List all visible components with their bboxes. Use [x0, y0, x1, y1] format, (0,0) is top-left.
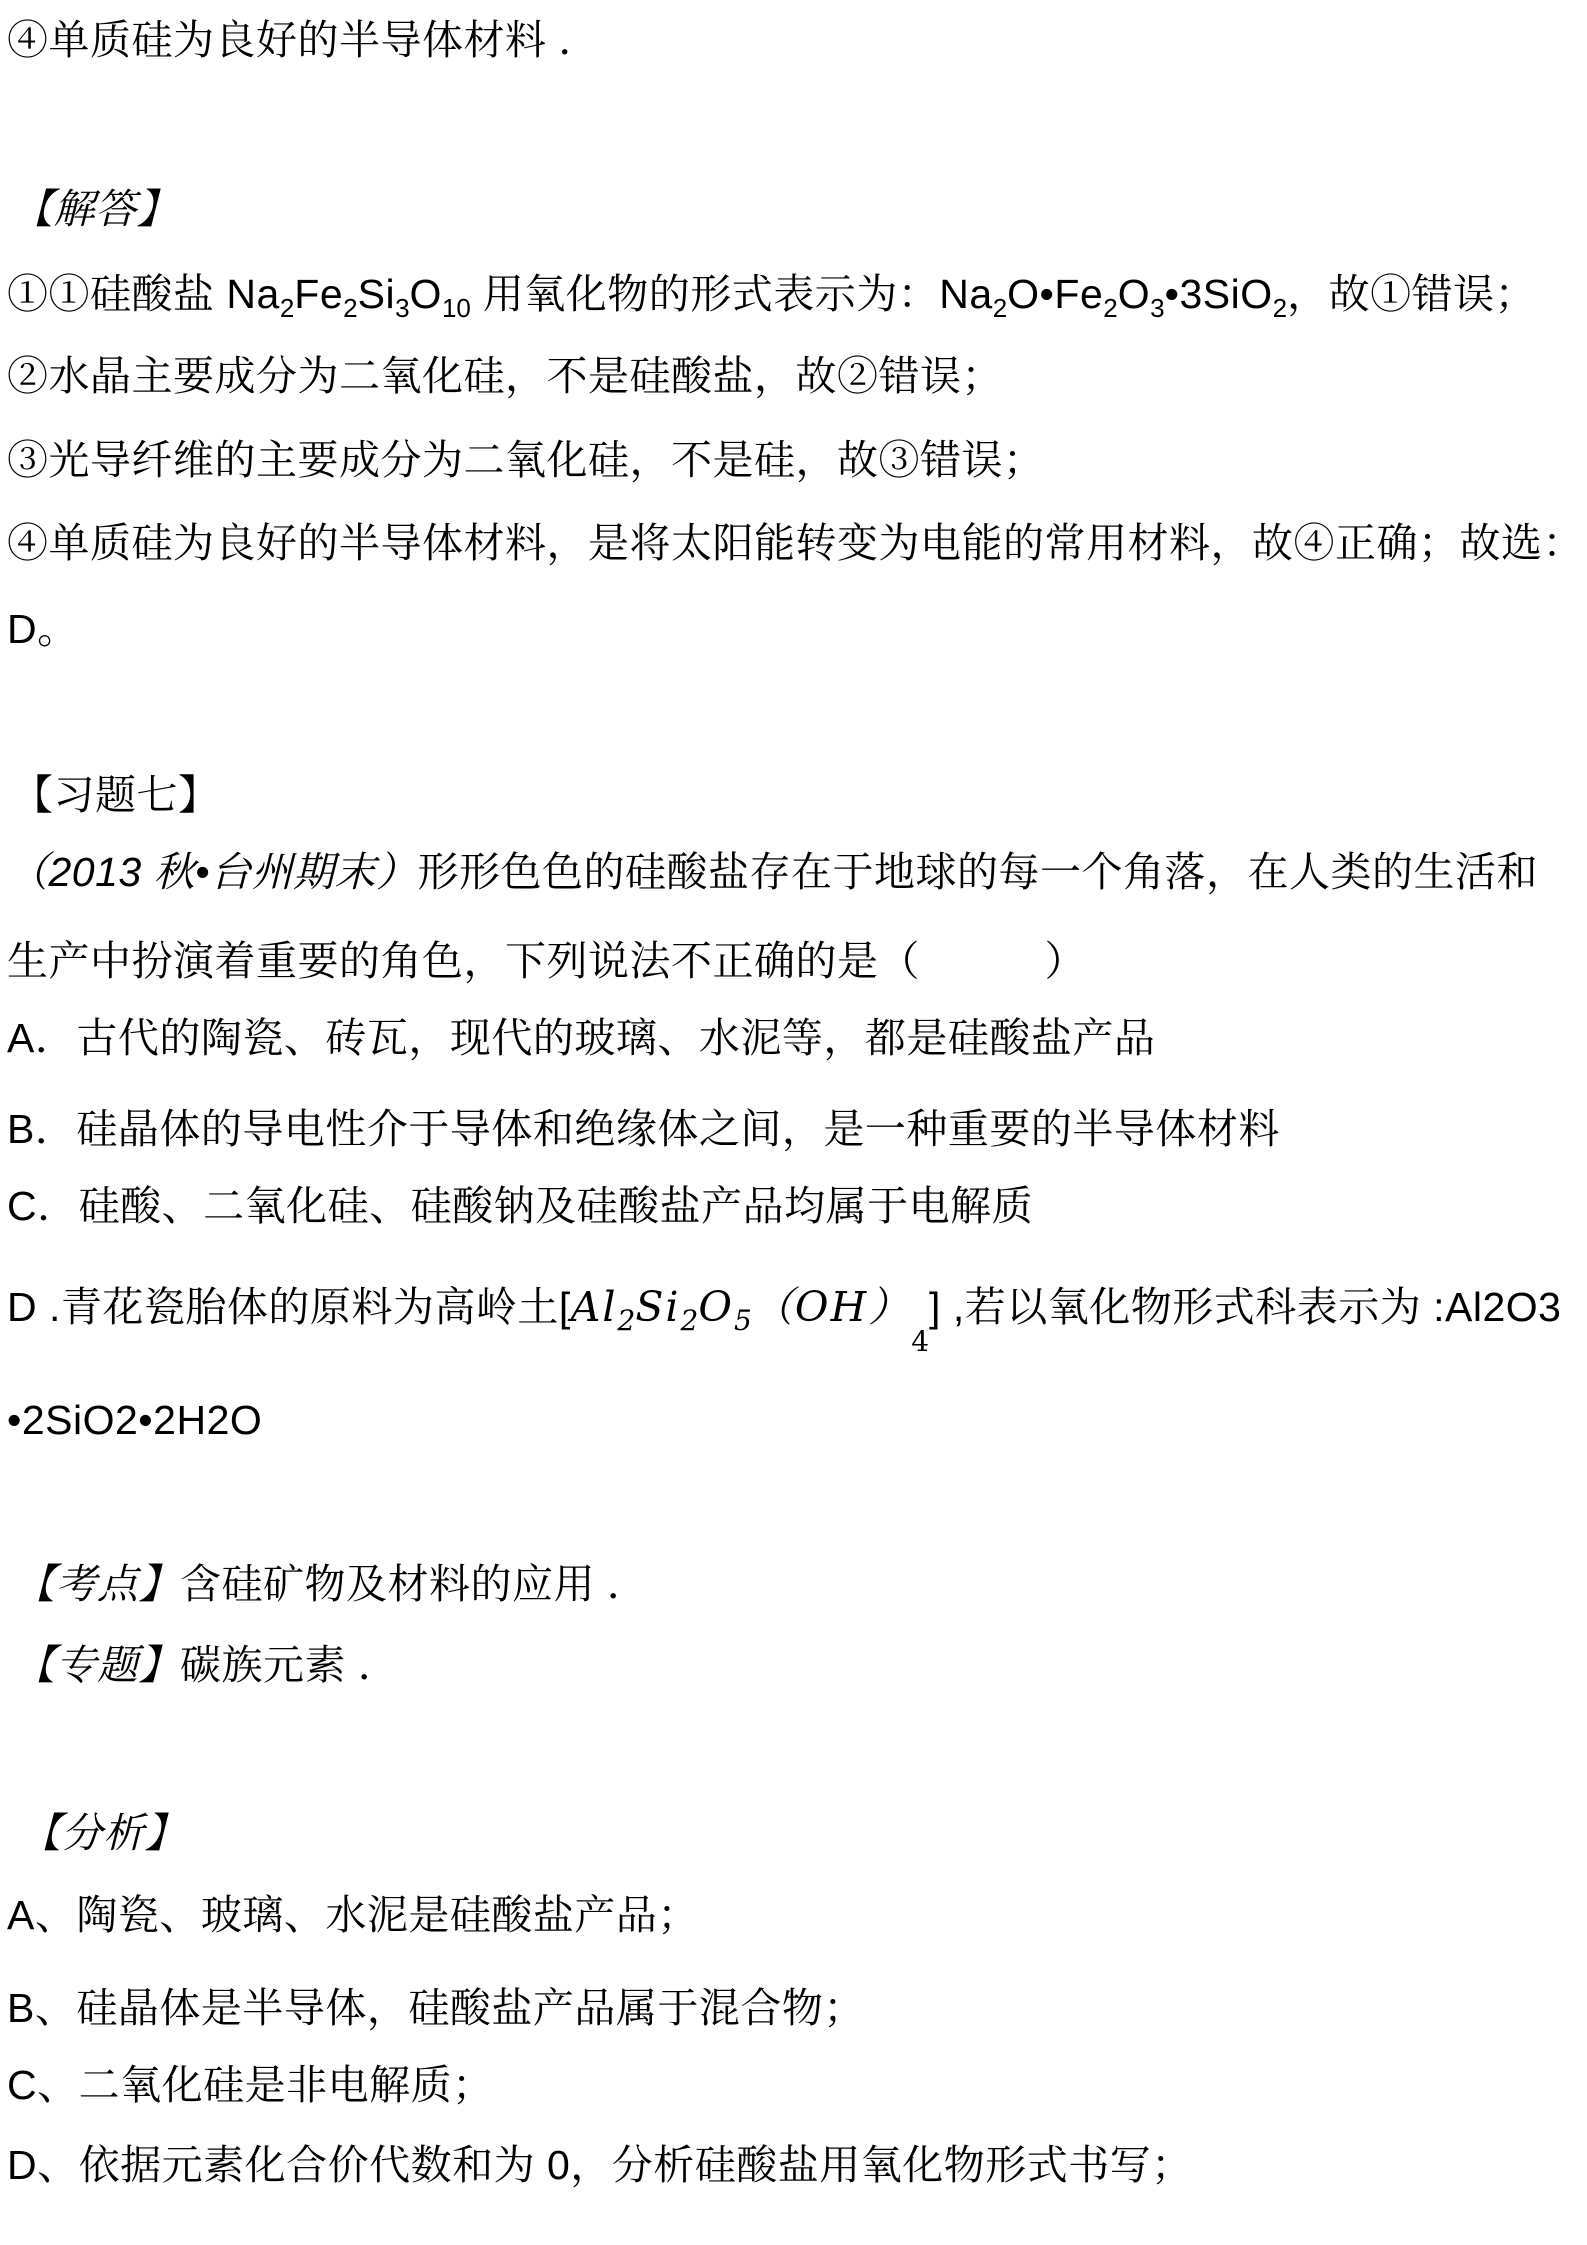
answer-point-1	[7, 270, 1536, 332]
text-segment: 【考点】	[14, 1561, 180, 1607]
text-segment: C、二氧化硅是非电解质；	[7, 2062, 494, 2108]
statement-4	[7, 16, 600, 64]
text-segment: ④单质硅为良好的半导体材料 ．	[7, 17, 600, 63]
analysis-a	[7, 1891, 699, 1939]
text-segment: B、硅晶体是半导体，硅酸盐产品属于混合物；	[7, 1985, 865, 2031]
text-segment: 用氧化物的形式表示为：Na	[470, 271, 993, 317]
text-segment: 形形色色的硅酸盐存在于地球的每一个角落，在人类的生活和	[417, 849, 1538, 895]
text-segment: D、依据元素化合价代数和为 0，分析硅酸盐用氧化物形式书写；	[7, 2142, 1193, 2188]
subscript: 3	[1150, 293, 1165, 323]
subscript: 10	[441, 293, 471, 323]
text-segment: D。	[7, 606, 79, 652]
answer-point-4	[7, 519, 1584, 567]
text-segment: Al	[570, 1283, 618, 1331]
text-segment: （OH）	[751, 1283, 912, 1331]
text-segment: •3SiO	[1164, 271, 1273, 317]
answer-point-3	[7, 436, 1045, 484]
subscript: 2	[343, 293, 358, 323]
analysis-c	[7, 2061, 494, 2109]
text-segment: A．古代的陶瓷、砖瓦，现代的玻璃、水泥等，都是硅酸盐产品	[7, 1015, 1156, 1061]
text-segment: C．硅酸、二氧化硅、硅酸钠及硅酸盐产品均属于电解质	[7, 1183, 1034, 1229]
text-segment: Si	[635, 1283, 681, 1331]
text-segment: Si	[357, 271, 396, 317]
text-segment: （2013 秋•台州期末）	[7, 849, 418, 895]
text-segment: ④单质硅为良好的半导体材料，是将太阳能转变为电能的常用材料，故④正确；故选：	[7, 520, 1584, 566]
text-segment: Fe	[294, 271, 344, 317]
analysis-b	[7, 1984, 865, 2032]
subscript: 2	[617, 1304, 636, 1337]
option-a	[7, 1014, 1155, 1062]
text-segment: 【专题】	[14, 1642, 180, 1688]
subscript: 2	[279, 293, 295, 323]
text-segment: D .青花瓷胎体的原料为高岭土[	[7, 1284, 571, 1330]
heading-analysis	[20, 1809, 186, 1857]
subscript: 5	[734, 1304, 752, 1337]
examined-point	[14, 1560, 648, 1608]
answer-point-2	[7, 352, 1003, 400]
subscript: 3	[395, 293, 410, 323]
option-c	[7, 1182, 1033, 1230]
question-stem-line-1	[7, 848, 1538, 896]
text-segment: O	[1117, 271, 1151, 317]
text-segment: B．硅晶体的导电性介于导体和绝缘体之间，是一种重要的半导体材料	[7, 1106, 1280, 1152]
text-segment: ，故①错误；	[1287, 271, 1537, 317]
answer-choice	[7, 605, 79, 653]
subscript: 2	[1103, 293, 1118, 323]
text-segment: 【分析】	[20, 1810, 186, 1856]
text-segment: A、陶瓷、玻璃、水泥是硅酸盐产品；	[7, 1892, 699, 1938]
option-b	[7, 1105, 1280, 1153]
text-segment: ] ,若以氧化物形式科表示为 :Al2O3	[929, 1284, 1562, 1330]
text-segment: 含硅矿物及材料的应用 ．	[180, 1561, 649, 1607]
subscript: 2	[1272, 293, 1288, 323]
text-segment: 碳族元素 ．	[180, 1642, 400, 1688]
heading-answer	[12, 185, 178, 233]
option-d-line-2	[7, 1396, 262, 1444]
topic	[14, 1641, 399, 1689]
text-segment: ③光导纤维的主要成分为二氧化硅，不是硅，故③错误；	[7, 437, 1045, 483]
heading-exercise-7	[12, 771, 220, 819]
option-d-line-1	[7, 1283, 1561, 1366]
question-stem-line-2	[7, 937, 1086, 985]
text-segment: •2SiO2•2H2O	[7, 1397, 263, 1443]
text-segment: 【解答】	[12, 186, 178, 232]
text-segment: O	[698, 1283, 734, 1331]
text-segment: ②水晶主要成分为二氧化硅，不是硅酸盐，故②错误；	[7, 353, 1003, 399]
analysis-d	[7, 2141, 1193, 2189]
text-segment: O	[409, 271, 442, 317]
subscript: 4	[911, 1325, 930, 1358]
text-segment: O•Fe	[1007, 271, 1104, 317]
subscript: 2	[992, 293, 1008, 323]
text-segment: 生产中扮演着重要的角色，下列说法不正确的是（ ）	[7, 938, 1086, 984]
text-segment: 【习题七】	[12, 772, 220, 818]
subscript: 2	[680, 1304, 699, 1337]
text-segment: ①①硅酸盐 Na	[7, 271, 280, 317]
